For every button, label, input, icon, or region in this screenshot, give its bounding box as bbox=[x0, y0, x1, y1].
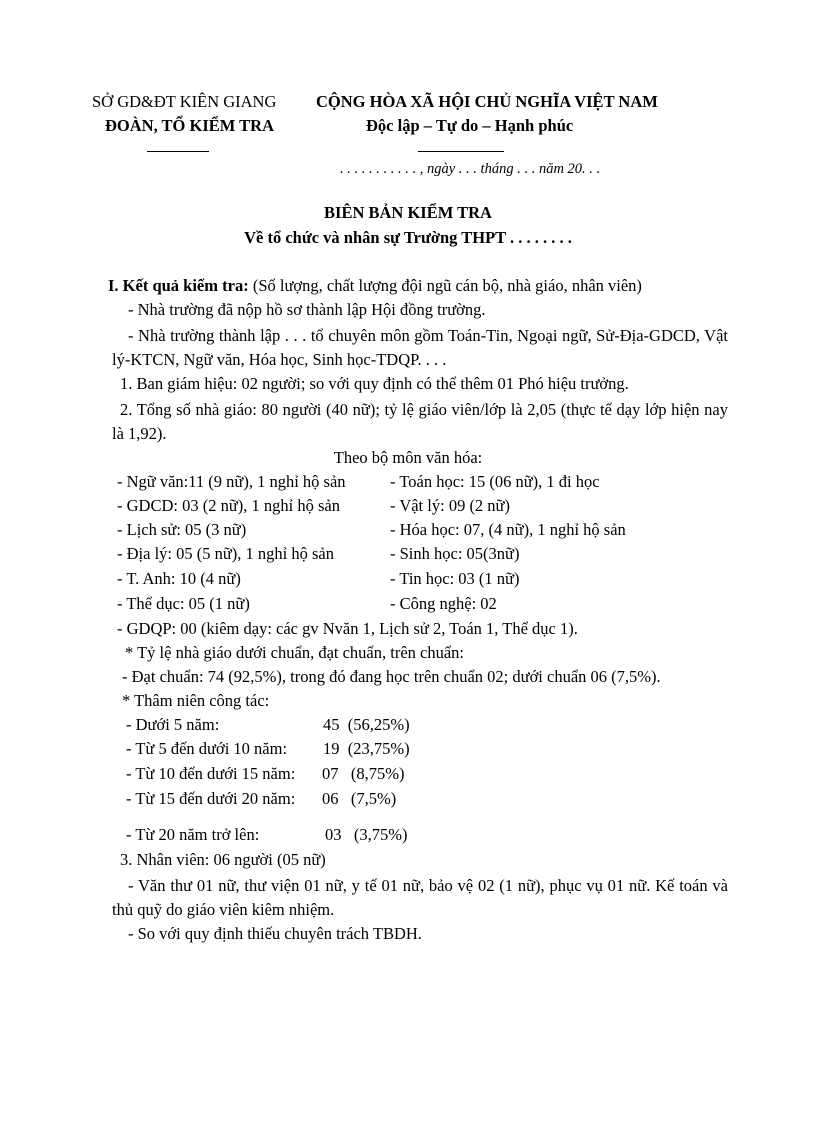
subject-left-2: - GDCD: 03 (2 nữ), 1 nghỉ hộ sản bbox=[117, 496, 340, 515]
teachers-paragraph: 2. Tổng số nhà giáo: 80 người (40 nữ); tỷ lệ giáo viên/lớp là 2,05 (thực tế dạy lớp hiện nay là 1,92). bbox=[112, 400, 728, 443]
right-header-rule bbox=[418, 151, 504, 152]
subject-left-6: - Thể dục: 05 (1 nữ) bbox=[117, 594, 250, 613]
subject-right-6: - Công nghệ: 02 bbox=[390, 594, 497, 613]
seniority-value-3: 07 (8,75%) bbox=[322, 764, 405, 783]
council-paragraph: - Nhà trường đã nộp hồ sơ thành lập Hội đồng trường. bbox=[128, 300, 486, 319]
document-subtitle: Về tổ chức và nhân sự Trường THPT . . . . . . . . bbox=[244, 228, 572, 247]
subject-right-5: - Tin học: 03 (1 nữ) bbox=[390, 569, 520, 588]
seniority-value-5: 03 (3,75%) bbox=[325, 825, 408, 844]
national-title: CỘNG HÒA XÃ HỘI CHỦ NGHĨA VIỆT NAM bbox=[316, 92, 658, 111]
left-header-rule bbox=[147, 151, 209, 152]
standard-line: - Đạt chuẩn: 74 (92,5%), trong đó đang học trên chuẩn 02; dưới chuẩn 06 (7,5%). bbox=[122, 667, 661, 686]
seniority-label-1: - Dưới 5 năm: bbox=[126, 715, 220, 734]
gdqp-line: - GDQP: 00 (kiêm dạy: các gv Nvăn 1, Lịch sử 2, Toán 1, Thể dục 1). bbox=[117, 619, 578, 638]
date-line: . . . . . . . . . . . , ngày . . . tháng . . . năm 20. . . bbox=[340, 161, 601, 177]
subject-left-3: - Lịch sử: 05 (3 nữ) bbox=[117, 520, 247, 539]
section-heading-note: (Số lượng, chất lượng đội ngũ cán bộ, nhà giáo, nhân viên) bbox=[248, 276, 642, 295]
seniority-label-3: - Từ 10 đến dưới 15 năm: bbox=[126, 764, 296, 783]
staff-heading: 3. Nhân viên: 06 người (05 nữ) bbox=[120, 850, 326, 869]
subject-right-4: - Sinh học: 05(3nữ) bbox=[390, 544, 520, 563]
departments-paragraph: - Nhà trường thành lập . . . tổ chuyên môn gồm Toán-Tin, Ngoại ngữ, Sử-Địa-GDCD, Vật lý-KTCN, Ngữ văn, Hóa học, Sinh học-TDQP. . . . bbox=[112, 326, 728, 369]
seniority-label-4: - Từ 15 đến dưới 20 năm: bbox=[126, 789, 296, 808]
board-paragraph: 1. Ban giám hiệu: 02 người; so với quy định có thể thêm 01 Phó hiệu trưởng. bbox=[120, 374, 629, 393]
national-motto: Độc lập – Tự do – Hạnh phúc bbox=[366, 116, 574, 135]
subject-right-1: - Toán học: 15 (06 nữ), 1 đi học bbox=[390, 472, 600, 491]
standard-heading: * Tỷ lệ nhà giáo dưới chuẩn, đạt chuẩn, trên chuẩn: bbox=[125, 643, 465, 662]
staff-paragraph: - Văn thư 01 nữ, thư viện 01 nữ, y tế 01 nữ, bảo vệ 02 (1 nữ), phục vụ 01 nữ. Kế toán và thủ quỹ do giáo viên kiêm nhiệm. bbox=[112, 876, 728, 919]
seniority-value-4: 06 (7,5%) bbox=[322, 789, 397, 808]
seniority-heading: * Thâm niên công tác: bbox=[122, 691, 270, 710]
inspection-team-name: ĐOÀN, TỔ KIỂM TRA bbox=[105, 116, 274, 135]
section-heading-label: I. Kết quả kiểm tra: bbox=[108, 276, 249, 295]
department-name: SỞ GD&ĐT KIÊN GIANG bbox=[92, 92, 277, 111]
section-heading bbox=[108, 276, 642, 296]
seniority-label-2: - Từ 5 đến dưới 10 năm: bbox=[126, 739, 288, 758]
document-title: BIÊN BẢN KIỂM TRA bbox=[324, 203, 492, 222]
staff-note: - So với quy định thiếu chuyên trách TBDH. bbox=[128, 924, 422, 943]
subject-left-4: - Địa lý: 05 (5 nữ), 1 nghỉ hộ sản bbox=[117, 544, 334, 563]
subject-left-1: - Ngữ văn:11 (9 nữ), 1 nghỉ hộ sản bbox=[117, 472, 346, 491]
subject-right-3: - Hóa học: 07, (4 nữ), 1 nghỉ hộ sản bbox=[390, 520, 626, 539]
subject-right-2: - Vật lý: 09 (2 nữ) bbox=[390, 496, 510, 515]
seniority-value-2: 19 (23,75%) bbox=[323, 739, 410, 758]
subject-heading: Theo bộ môn văn hóa: bbox=[333, 448, 483, 467]
seniority-value-1: 45 (56,25%) bbox=[323, 715, 410, 734]
subject-left-5: - T. Anh: 10 (4 nữ) bbox=[117, 569, 241, 588]
seniority-label-5: - Từ 20 năm trở lên: bbox=[126, 825, 260, 844]
